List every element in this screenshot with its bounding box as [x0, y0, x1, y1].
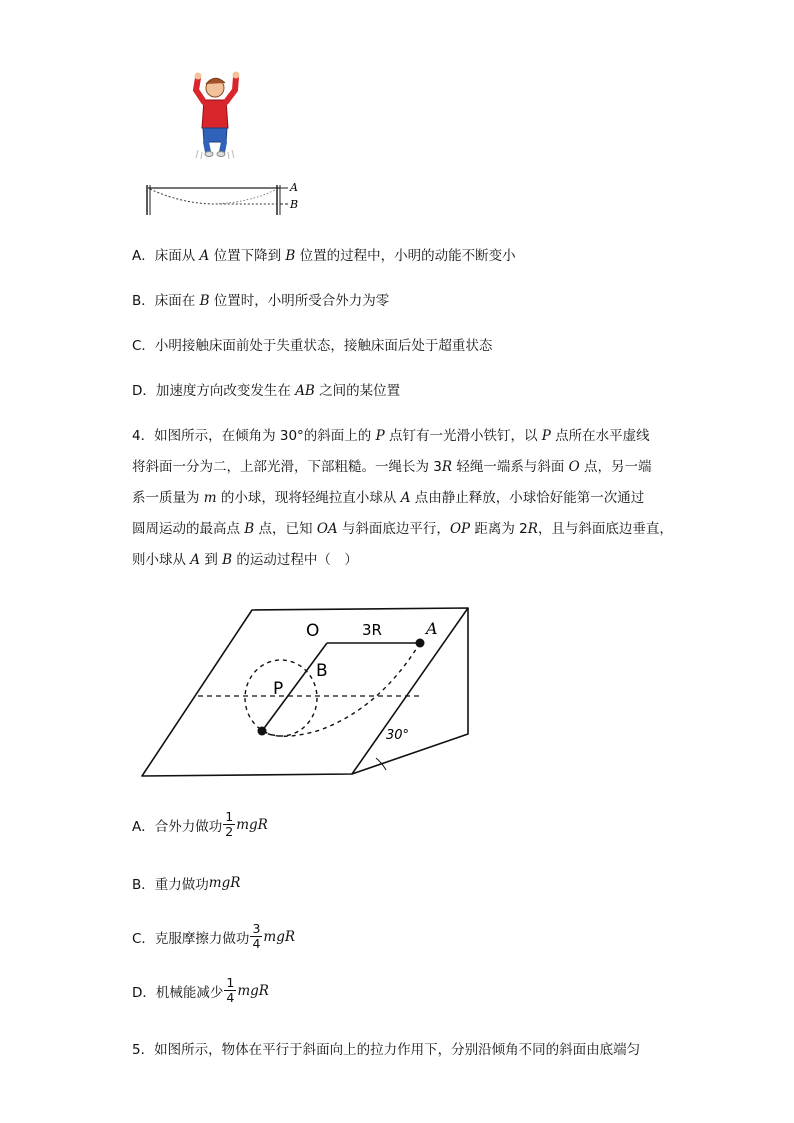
q5-stem-line-1: 5．如图所示，物体在平行于斜面向上的拉力作用下，分别沿倾角不同的斜面由底端匀	[132, 1042, 641, 1058]
q4-stem-line-4: 圆周运动的最高点 B 点，已知 OA 与斜面底边平行，OP 距离为 2R，且与斜面底边垂直，	[132, 521, 673, 537]
q4-option-d[interactable]: D．机械能减少 $\frac{1}{4}$ mgR	[132, 975, 269, 1005]
q4-stem-line-2: 将斜面一分为二，上部光滑，下部粗糙。一绳长为 3R 轻绳一端系与斜面 O 点，另一端	[132, 459, 652, 475]
q3-option-c[interactable]: C．小明接触床面前处于失重状态，接触床面后处于超重状态	[132, 338, 493, 354]
incline-figure	[130, 598, 480, 788]
q3-option-d[interactable]: D．加速度方向改变发生在 AB 之间的某位置	[132, 383, 401, 399]
q4-option-b[interactable]: B．重力做功 mgR	[132, 875, 241, 893]
ball-at-a	[416, 639, 425, 648]
trampoline-figure	[140, 70, 310, 220]
q4-stem-line-1: 4．如图所示，在倾角为 30°的斜面上的 P 点钉有一光滑小铁钉，以 P 点所在水平虚线	[132, 428, 650, 444]
incline-drawing	[130, 598, 480, 788]
q4-stem-line-5: 则小球从 A 到 B 的运动过程中（ ）	[132, 552, 358, 568]
label-b: B	[290, 198, 299, 211]
q4-option-a[interactable]: A．合外力做功 $\frac{1}{2}$ mgR	[132, 809, 268, 839]
label-3r: 3R	[362, 621, 382, 639]
child-figure	[195, 72, 240, 160]
label-a: A	[426, 619, 438, 638]
label-p: P	[273, 679, 284, 699]
fraction: $\frac{1}{2}$	[225, 809, 234, 839]
fraction: $\frac{3}{4}$	[252, 921, 261, 951]
q4-stem-line-3: 系一质量为 m 的小球，现将轻绳拉直小球从 A 点由静止释放，小球恰好能第一次通过	[132, 490, 645, 506]
fraction: $\frac{1}{4}$	[226, 975, 235, 1005]
q4-option-c[interactable]: C．克服摩擦力做功 $\frac{3}{4}$ mgR	[132, 921, 295, 951]
q3-option-a[interactable]: A．床面从 A 位置下降到 B 位置的过程中，小明的动能不断变小	[132, 248, 516, 264]
label-angle: 30°	[386, 728, 410, 743]
ball-low	[258, 727, 267, 736]
trampoline-drawing	[140, 70, 310, 220]
q3-option-b[interactable]: B．床面在 B 位置时，小明所受合外力为零	[132, 293, 390, 309]
label-o: O	[306, 621, 320, 641]
label-b: B	[316, 661, 328, 681]
label-a: A	[290, 181, 298, 194]
